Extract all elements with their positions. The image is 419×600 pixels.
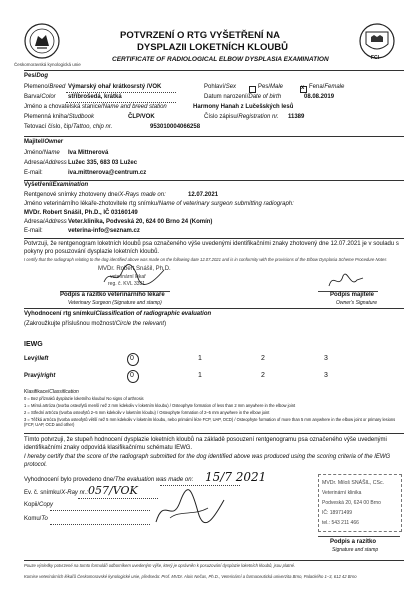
name-label: Jméno a chovatelská stanice/Name and breed station bbox=[24, 104, 167, 110]
left-grade-0[interactable]: 0 bbox=[130, 355, 134, 362]
left-grade-2[interactable]: 2 bbox=[261, 355, 265, 362]
copy-underline bbox=[50, 510, 150, 511]
evaluator-sig-line bbox=[318, 536, 400, 537]
footer-line2: Komise veterinárních lékařů Českomoravské kynologické unie, předseda: Prof. MVDr. Alois Nečas, Ph.D., Veterinární a farmaceutická univerzita Brno, Palackého 1–3, 612 42 Brno bbox=[24, 574, 357, 579]
right-label: Pravý/right bbox=[24, 373, 56, 379]
tattoo-value: 953010004066258 bbox=[150, 124, 201, 130]
exam-address-value: Veter.klinika, Podveská 20, 624 00 Brno 24 (Komín) bbox=[68, 219, 213, 225]
owner-address-label: Adresa/Address bbox=[24, 160, 67, 166]
stamp2-line3: Podveská 20, 624 00 Brno bbox=[322, 500, 381, 506]
footer-line1: Pouze výsledky potvrzené na tomto formuláři odborníkem uvedeným výše, který je oprávněn k posuzování dysplazie loketních kloubů, jsou platné. bbox=[24, 563, 296, 568]
right-grade-1[interactable]: 1 bbox=[198, 372, 202, 379]
owner-name-value: Iva Mittnerová bbox=[68, 150, 109, 156]
eval-date-value: 15/7 2021 bbox=[205, 470, 267, 484]
male-label: Pes/Male bbox=[258, 84, 284, 90]
evaluation-subtitle: (Zakroužkujte příslušnou možnost/Circle the relevant) bbox=[24, 321, 167, 327]
divider-statement bbox=[24, 238, 404, 239]
fci-logo-text: FCI bbox=[371, 55, 380, 61]
divider-footer bbox=[24, 560, 404, 561]
tattoo-label: Tetovací číslo, čip/Tattoo, chip nr. bbox=[24, 124, 113, 130]
owner-email-value: iva.mittnerova@centrum.cz bbox=[68, 170, 147, 176]
color-value: stříbrošedá, krátká bbox=[68, 94, 122, 100]
certification-text: Tímto potvrzuji, že stupeň hodnocení dysplazie loketních kloubů na základě posouzení rentgenogramu psa označeného výše uvedenými identifikačními znaky odpovídá klasifikačnímu schématu IEWG. bbox=[24, 437, 387, 451]
exam-vet-value: MVDr. Robert Snášil, Ph.D., IČ 03160149 bbox=[24, 210, 138, 216]
vet-stamp-line2: veterinární lékař bbox=[110, 274, 146, 280]
reg-value: 11389 bbox=[288, 114, 305, 120]
divider-exam bbox=[24, 180, 404, 181]
owner-sig-label-en: Owner's Signature bbox=[336, 300, 377, 306]
female-check-mark: x bbox=[301, 85, 305, 91]
exam-vet-label: Jméno veterinárního lékaře-zhotovitele rtg snímku/Name of veterinary surgeon submitting radiograph: bbox=[24, 201, 294, 207]
exam-address-label: Adresa/Address bbox=[24, 219, 67, 225]
left-grade-1[interactable]: 1 bbox=[198, 355, 202, 362]
divider-certification bbox=[24, 433, 404, 434]
right-grade-2[interactable]: 2 bbox=[261, 372, 265, 379]
title-line1: POTVRZENÍ O RTG VYŠETŘENÍ NA bbox=[120, 30, 280, 41]
owner-name-label: Jméno/Name bbox=[24, 150, 60, 156]
studbook-label: Plemenná kniha/Studbook bbox=[24, 114, 95, 120]
evaluator-sig-label-en: Signature and stamp bbox=[332, 547, 379, 553]
exam-statement: Potvrzuji, že rentgenogram loketních kloubů psa označeného výše uvedenými identifikačními znaky zhotovený dne 12.07.2021 je v souladu s pokyny pro posuzování dysplazie loketních kloubů. bbox=[24, 241, 399, 255]
iewg-label: IEWG bbox=[24, 341, 43, 348]
certification-text-en: I hereby certify that the score of the radiograph submitted for the dog identified above was produced using the scoring criteria of the IEWG protocol. bbox=[24, 454, 391, 468]
title-line2: DYSPLAZII LOKETNÍCH KLOUBŮ bbox=[137, 42, 288, 53]
breed-value: Výmarský ohař krátkosrstý /VOK bbox=[68, 84, 162, 90]
xray-label: Ev. č. snímku/X-Ray nr.: bbox=[24, 490, 89, 496]
divider-top bbox=[24, 70, 404, 71]
stamp2-line2: Veterinární klinika bbox=[322, 490, 362, 496]
eval-date-label: Vyhodnocení bylo provedeno dne/The evaluation was made on: bbox=[24, 477, 194, 483]
left-grade-3[interactable]: 3 bbox=[324, 355, 328, 362]
divider-evaluation bbox=[24, 308, 404, 309]
owner-sig-label: Podpis majitele bbox=[330, 292, 375, 298]
stamp2-line1: MVDr. Miloš SNÁŠIL, CSc. bbox=[322, 480, 384, 486]
studbook-value: ČLP/VOK bbox=[128, 114, 155, 120]
vet-sig-label: Podpis a razítko veterinárního lékaře bbox=[60, 292, 165, 298]
to-underline bbox=[50, 524, 150, 525]
female-checkbox[interactable] bbox=[300, 86, 307, 93]
ckmu-logo-icon bbox=[23, 22, 61, 60]
vet-stamp-line1: MVDr. Robert Snášil, Ph.D. bbox=[98, 266, 171, 272]
evaluation-title: Vyhodnocení rtg snímku/Classification of radiographic evaluation bbox=[24, 311, 212, 317]
exam-statement-en: I certify that the radiograph relating to the dog identified above was made on the following date 12.07.2021 and is in conformity with the provisions of the Elbow Dysplasia Scheme Procedure Notes bbox=[24, 257, 387, 262]
dob-label: Datum narození/Date of birth bbox=[204, 94, 282, 100]
owner-signature-icon bbox=[325, 268, 365, 292]
vet-stamp-line3: reg. č. KVL 3331 bbox=[108, 281, 146, 287]
evaluator-signature-icon bbox=[150, 488, 230, 530]
xray-underline bbox=[78, 498, 158, 499]
eval-date-underline bbox=[160, 485, 240, 486]
owner-section-label: Majitel/Owner bbox=[24, 139, 64, 145]
legend-row-0: 0 = Bez příznaků dysplazie loketního kloubu/ No signs of arthrosis bbox=[24, 396, 144, 401]
vet-sig-label-en: Veterinary Surgeon (Signature and stamp) bbox=[68, 300, 162, 306]
xray-value: 057/VOK bbox=[88, 484, 138, 497]
breed-underline bbox=[66, 92, 176, 93]
divider-owner bbox=[24, 136, 404, 137]
to-label: Komu/To bbox=[24, 516, 48, 522]
male-checkbox[interactable] bbox=[249, 86, 256, 93]
exam-section-label: Vyšetření/Examination bbox=[24, 182, 89, 188]
evaluator-stamp bbox=[318, 474, 402, 532]
legend-row-1: 1 = Mírná artróza (tvorba osteofytů menší než 2 mm kdekoliv v loketním kloubu) / Osteophyte formation of less than 2 mm anywhere in the elbow joint bbox=[24, 403, 296, 408]
exam-email-label: E-mail: bbox=[24, 228, 43, 234]
color-label: Barva/Color bbox=[24, 94, 56, 100]
right-grade-3[interactable]: 3 bbox=[324, 372, 328, 379]
legend-row-3: 3 = Těžká artróza (tvorba osteofytů větší než 5 mm kdekoliv v loketním kloubu, nebo primární léze FCP, UAP, OCD) / Osteophyte formation of more than 5 mm anywhere in the elbow joint or primary lesions (FCP, UAP, OCD and other) bbox=[24, 417, 396, 427]
vet-signature-icon bbox=[100, 262, 170, 290]
copy-label: Kopii/Copy bbox=[24, 502, 54, 508]
female-label: Fena/Female bbox=[309, 84, 345, 90]
dog-section-label: Pes/Dog bbox=[24, 73, 49, 79]
breed-label: Plemeno/Breed bbox=[24, 84, 66, 90]
exam-date-label: Rentgenové snímky zhotoveny dne/X-Rays made on: bbox=[24, 192, 166, 198]
sex-label: Pohlaví/Sex bbox=[204, 84, 237, 90]
color-underline bbox=[66, 102, 176, 103]
legend-title: Klasifikace/Classification bbox=[24, 389, 79, 395]
dob-value: 08.08.2019 bbox=[304, 94, 335, 100]
title-line3: CERTIFICATE OF RADIOLOGICAL ELBOW DYSPLASIA EXAMINATION bbox=[112, 56, 329, 63]
name-value: Harmony Hanah z Lučešských lesů bbox=[193, 104, 294, 110]
exam-email-value: veterina-info@seznam.cz bbox=[68, 228, 140, 234]
reg-label: Číslo zápisu/Registration nr. bbox=[204, 114, 279, 120]
exam-date-value: 12.07.2021 bbox=[188, 192, 219, 198]
left-label: Levý/left bbox=[24, 356, 49, 362]
ckmu-logo-text: Českomoravská kynologická unie bbox=[14, 62, 81, 67]
owner-address-value: Lužec 335, 683 03 Lužec bbox=[68, 160, 138, 166]
owner-email-label: E-mail: bbox=[24, 170, 43, 176]
legend-row-2: 2 = Střední artróza (tvorba osteofytů 2–5 mm kdekoliv v loketním kloubu) / Osteophyte formation of 2–5 mm anywhere in the elbow joint bbox=[24, 410, 270, 415]
evaluator-sig-label: Podpis a razítko bbox=[330, 539, 377, 545]
right-grade-0[interactable]: 0 bbox=[130, 372, 134, 379]
stamp2-line5: tel.: 543 211 466 bbox=[322, 520, 359, 526]
stamp2-line4: IČ: 18971499 bbox=[322, 510, 353, 516]
